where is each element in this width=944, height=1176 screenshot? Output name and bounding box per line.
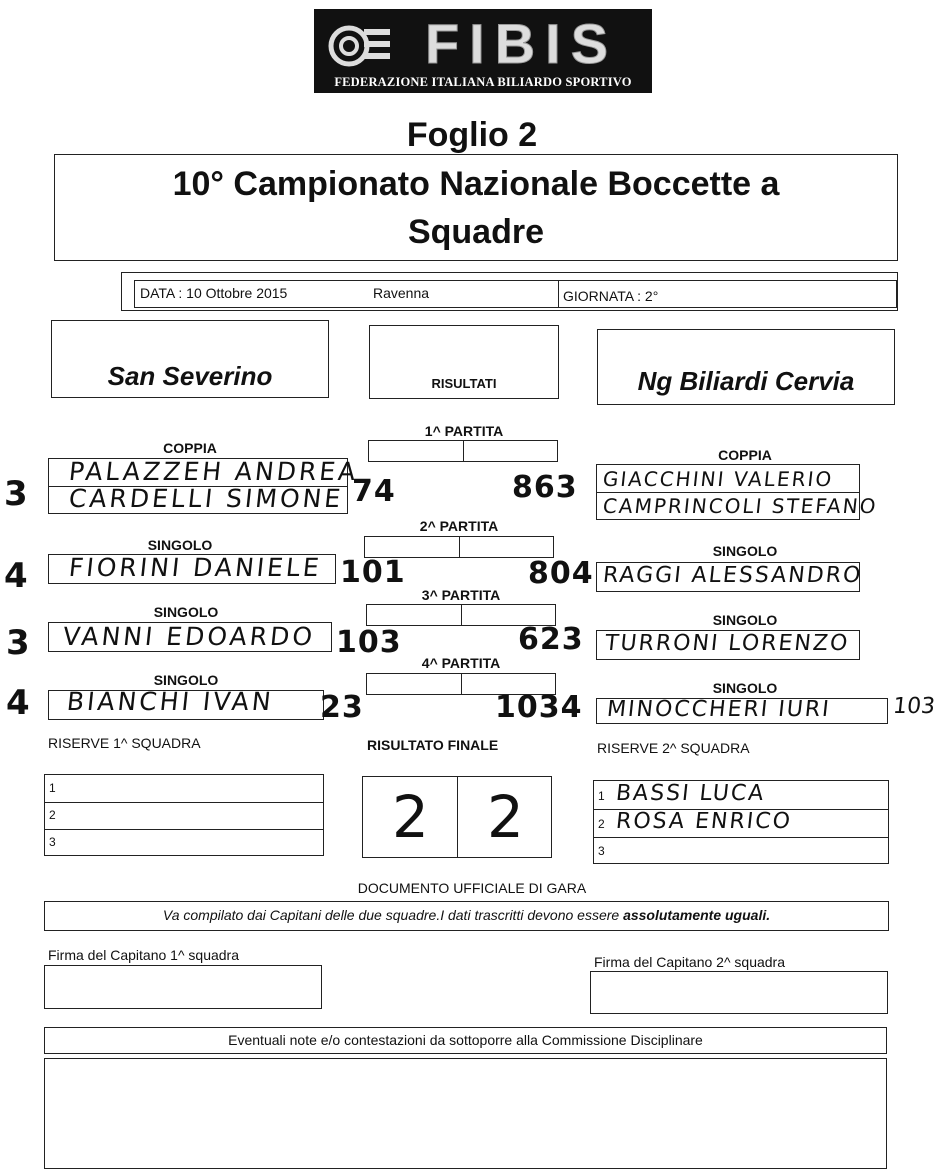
reserves-team1-label: RISERVE 1^ SQUADRA — [48, 735, 201, 751]
match1-type-left: COPPIA — [163, 440, 217, 456]
partita-score-box-1 — [368, 440, 558, 462]
reserve1-row2-num: 2 — [49, 808, 56, 822]
match1-left-player1: PALAZZEH ANDREA — [67, 457, 360, 486]
match4-left-player1: BIANCHI IVAN — [65, 687, 276, 716]
match4-type-right: SINGOLO — [712, 680, 778, 696]
match3-right-score: 623 — [518, 622, 584, 657]
match2-type-right: SINGOLO — [712, 543, 778, 559]
match2-right-score: 804 — [528, 556, 594, 591]
match4-left-score: 23 — [320, 690, 364, 725]
reserves-team2-box — [593, 780, 889, 864]
logo-subtitle: FEDERAZIONE ITALIANA BILIARDO SPORTIVO — [334, 75, 632, 89]
captain2-signature-box[interactable] — [590, 971, 888, 1014]
match1-right-player2: CAMPRINCOLI STEFANO — [601, 494, 879, 518]
final-result-team1: 2 — [392, 783, 429, 851]
fibis-logo — [314, 9, 652, 93]
team2-box — [597, 329, 895, 405]
partita-label-4: 4^ PARTITA — [421, 655, 501, 671]
official-title: DOCUMENTO UFFICIALE DI GARA — [357, 880, 587, 896]
captain1-signature-box[interactable] — [44, 965, 322, 1009]
official-note-prefix: Va compilato dai Capitani delle due squadre.I dati trascritti devono essere — [162, 907, 624, 923]
info-row — [134, 280, 897, 308]
team1-box — [51, 320, 329, 398]
match3-right-players-box — [596, 630, 860, 660]
match4-left-players-box — [48, 687, 324, 720]
reserve1-row3-num: 3 — [49, 835, 56, 849]
official-note-box — [44, 901, 889, 931]
final-result-team2: 2 — [487, 783, 524, 851]
match2-type-left: SINGOLO — [147, 537, 213, 553]
match1-type-right: COPPIA — [718, 447, 772, 463]
match3-left-points: 3 — [6, 623, 30, 663]
reserve2-player2: ROSA ENRICO — [614, 809, 794, 834]
official-note-emphasis: assolutamente uguali. — [623, 907, 771, 923]
championship-title-line1: 10° Campionato Nazionale Boccette a — [172, 165, 780, 203]
championship-title-line2: Squadre — [407, 213, 545, 251]
match2-right-player1: RAGGI ALESSANDRO — [601, 563, 864, 588]
notes-area[interactable] — [44, 1058, 887, 1169]
match1-right-player1: GIACCHINI VALERIO — [601, 467, 835, 491]
results-label: RISULTATI — [431, 376, 497, 391]
match4-right-players-box — [596, 698, 888, 724]
reserve1-row1-num: 1 — [49, 781, 56, 795]
team2-name: Ng Biliardi Cervia — [637, 366, 855, 396]
match1-left-score: 74 — [352, 474, 396, 509]
reserve2-row1-num: 1 — [598, 789, 605, 803]
match2-left-players-box — [48, 554, 336, 584]
match1-right-score: 863 — [512, 470, 578, 505]
match4-right-player1: MINOCCHERI IURI — [605, 697, 832, 722]
logo-text: FIBIS — [424, 12, 619, 75]
match1-left-player2: CARDELLI SIMONE — [67, 484, 345, 513]
city-field: Ravenna — [373, 285, 430, 301]
match4-right-score: 1034 — [495, 690, 583, 725]
captain2-signature-label: Firma del Capitano 2^ squadra — [594, 954, 786, 970]
notes-label-box — [44, 1027, 887, 1054]
partita-label-1: 1^ PARTITA — [424, 423, 504, 439]
match2-left-player1: FIORINI DANIELE — [67, 553, 324, 582]
match1-left-players-box — [48, 457, 360, 514]
match3-type-left: SINGOLO — [153, 604, 219, 620]
match2-left-points: 4 — [4, 556, 28, 596]
match4-type-left: SINGOLO — [153, 672, 219, 688]
results-box — [369, 325, 559, 399]
final-result-box — [362, 776, 552, 858]
match1-right-players-box — [596, 464, 879, 520]
match4-left-points: 4 — [6, 683, 30, 723]
notes-label: Eventuali note e/o contestazioni da sottoporre alla Commissione Disciplinare — [228, 1032, 703, 1048]
match3-type-right: SINGOLO — [712, 612, 778, 628]
date-field: DATA : 10 Ottobre 2015 — [140, 285, 288, 301]
reserve2-row3-num: 3 — [598, 844, 605, 858]
reserves-team1-box — [44, 774, 324, 856]
partita-label-3: 3^ PARTITA — [421, 587, 501, 603]
match3-left-player1: VANNI EDOARDO — [61, 622, 317, 651]
team1-name: San Severino — [107, 361, 273, 391]
match3-right-player1: TURRONI LORENZO — [603, 631, 851, 656]
reserve2-player1: BASSI LUCA — [614, 781, 767, 806]
championship-title-box — [54, 154, 898, 261]
partita-label-2: 2^ PARTITA — [419, 518, 499, 534]
reserves-team2-label: RISERVE 2^ SQUADRA — [597, 740, 750, 756]
match2-left-score: 101 — [340, 555, 406, 590]
matchday-field: GIORNATA : 2° — [563, 288, 659, 304]
official-note — [45, 907, 888, 923]
final-result-label: RISULTATO FINALE — [367, 737, 499, 753]
captain1-signature-label: Firma del Capitano 1^ squadra — [48, 947, 240, 963]
match4-right-extra: 103 — [891, 694, 937, 719]
reserve2-row2-num: 2 — [598, 817, 605, 831]
match2-right-players-box — [596, 562, 864, 592]
sheet-title: Foglio 2 — [406, 116, 538, 154]
match1-left-points: 3 — [4, 474, 28, 514]
match3-left-players-box — [48, 622, 332, 652]
match3-left-score: 103 — [336, 625, 402, 660]
fibis-emblem-icon — [324, 21, 394, 71]
